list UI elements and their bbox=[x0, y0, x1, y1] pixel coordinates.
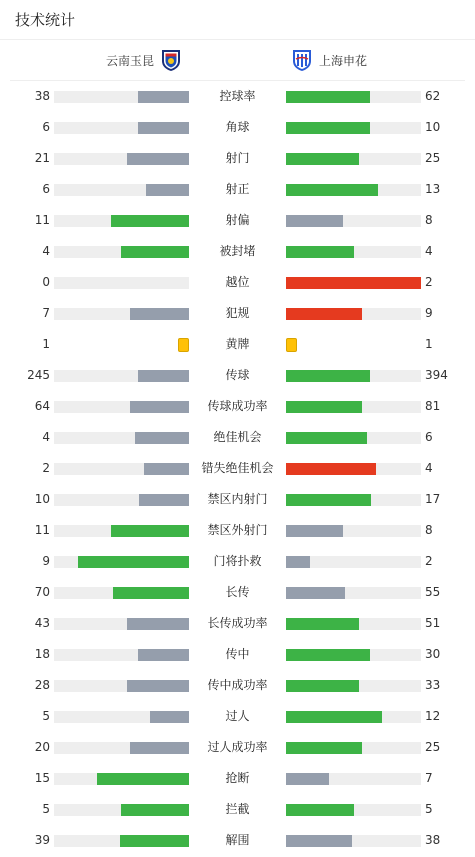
away-value: 6 bbox=[425, 430, 433, 444]
away-bar-fill bbox=[286, 153, 359, 165]
home-bar-track bbox=[54, 618, 189, 630]
home-value: 20 bbox=[34, 740, 50, 754]
away-value: 17 bbox=[425, 492, 441, 506]
away-bar-fill bbox=[286, 122, 370, 134]
away-bar-track bbox=[286, 804, 421, 816]
away-bar-fill bbox=[286, 215, 343, 227]
home-value: 64 bbox=[34, 399, 50, 413]
away-value: 8 bbox=[425, 523, 433, 537]
away-value: 55 bbox=[425, 585, 441, 599]
away-bar-track bbox=[286, 525, 421, 537]
home-value: 21 bbox=[34, 151, 50, 165]
home-bar-fill bbox=[138, 122, 189, 134]
away-team-name: 上海申花 bbox=[319, 53, 368, 68]
home-bar-track bbox=[54, 215, 189, 227]
stat-row bbox=[0, 360, 475, 391]
teams-header bbox=[10, 40, 465, 81]
away-bar-track bbox=[286, 401, 421, 413]
away-bar-fill bbox=[286, 773, 329, 785]
stat-label: 绝佳机会 bbox=[213, 430, 262, 444]
stat-label: 角球 bbox=[225, 120, 250, 134]
stat-label: 被封堵 bbox=[219, 244, 256, 258]
home-bar-fill bbox=[127, 680, 189, 692]
away-bar-track bbox=[286, 370, 421, 382]
home-bar-track bbox=[54, 432, 189, 444]
home-bar-track bbox=[54, 463, 189, 475]
home-value: 18 bbox=[34, 647, 50, 661]
away-bar-fill bbox=[286, 494, 371, 506]
home-bar-track bbox=[54, 246, 189, 258]
away-value: 62 bbox=[425, 89, 441, 103]
away-bar-fill bbox=[286, 91, 370, 103]
home-value: 2 bbox=[42, 461, 50, 475]
home-bar-fill bbox=[138, 649, 189, 661]
stat-row bbox=[0, 298, 475, 329]
stat-label: 控球率 bbox=[219, 89, 256, 103]
home-value: 28 bbox=[34, 678, 50, 692]
stat-row bbox=[0, 81, 475, 112]
stat-row bbox=[0, 484, 475, 515]
home-team[interactable] bbox=[106, 40, 182, 80]
stat-row bbox=[0, 794, 475, 825]
home-bar-track bbox=[54, 153, 189, 165]
away-bar-track bbox=[286, 122, 421, 134]
away-bar-fill bbox=[286, 432, 367, 444]
away-bar-fill bbox=[286, 649, 370, 661]
away-bar-fill bbox=[286, 711, 382, 723]
stat-row bbox=[0, 112, 475, 143]
home-value: 245 bbox=[27, 368, 50, 382]
home-value: 7 bbox=[42, 306, 50, 320]
away-bar-track bbox=[286, 773, 421, 785]
away-value: 13 bbox=[425, 182, 441, 196]
home-bar-fill bbox=[150, 711, 189, 723]
stat-row bbox=[0, 391, 475, 422]
away-bar-track bbox=[286, 308, 421, 320]
away-bar-fill bbox=[286, 835, 352, 847]
away-value: 2 bbox=[425, 275, 433, 289]
home-bar-track bbox=[54, 277, 189, 289]
away-value: 2 bbox=[425, 554, 433, 568]
away-bar-fill bbox=[286, 618, 359, 630]
home-bar-fill bbox=[113, 587, 189, 599]
stat-label: 禁区内射门 bbox=[207, 492, 268, 506]
stat-label: 射偏 bbox=[225, 213, 250, 227]
away-bar-fill bbox=[286, 556, 310, 568]
away-value: 25 bbox=[425, 740, 441, 754]
stat-row bbox=[0, 205, 475, 236]
away-bar-track bbox=[286, 246, 421, 258]
stat-row bbox=[0, 608, 475, 639]
home-value: 11 bbox=[34, 213, 50, 227]
home-bar-track bbox=[54, 401, 189, 413]
home-bar-track bbox=[54, 308, 189, 320]
home-bar-track bbox=[54, 91, 189, 103]
stat-label: 射正 bbox=[225, 182, 250, 196]
home-bar-fill bbox=[121, 246, 189, 258]
home-bar-fill bbox=[127, 153, 189, 165]
home-value: 6 bbox=[42, 120, 50, 134]
stat-label: 禁区外射门 bbox=[207, 523, 268, 537]
home-value: 4 bbox=[42, 244, 50, 258]
away-bar-track bbox=[286, 277, 421, 289]
stat-row bbox=[0, 639, 475, 670]
away-bar-track bbox=[286, 742, 421, 754]
home-bar-track bbox=[54, 587, 189, 599]
stat-label: 抢断 bbox=[225, 771, 250, 785]
home-bar-track bbox=[54, 494, 189, 506]
home-bar-track bbox=[54, 742, 189, 754]
page-header bbox=[0, 0, 475, 40]
stat-label: 犯规 bbox=[225, 306, 250, 320]
home-bar-track bbox=[54, 370, 189, 382]
home-value: 5 bbox=[42, 709, 50, 723]
home-bar-fill bbox=[120, 835, 189, 847]
home-bar-fill bbox=[130, 308, 189, 320]
away-value: 25 bbox=[425, 151, 441, 165]
home-bar-track bbox=[54, 649, 189, 661]
away-bar-fill bbox=[286, 742, 362, 754]
home-bar-track bbox=[54, 773, 189, 785]
stat-label: 长传 bbox=[225, 585, 250, 599]
stat-row bbox=[0, 732, 475, 763]
stat-label: 传中 bbox=[225, 647, 250, 661]
stat-row bbox=[0, 763, 475, 794]
away-value: 7 bbox=[425, 771, 433, 785]
stat-row bbox=[0, 515, 475, 546]
home-bar-fill bbox=[139, 494, 189, 506]
away-bar-track bbox=[286, 494, 421, 506]
away-bar-fill bbox=[286, 370, 370, 382]
home-value: 70 bbox=[34, 585, 50, 599]
home-value: 10 bbox=[34, 492, 50, 506]
away-value: 9 bbox=[425, 306, 433, 320]
stat-row bbox=[0, 143, 475, 174]
away-value: 1 bbox=[425, 337, 433, 351]
home-bar-fill bbox=[127, 618, 189, 630]
stat-row bbox=[0, 670, 475, 701]
home-value: 5 bbox=[42, 802, 50, 816]
away-value: 12 bbox=[425, 709, 441, 723]
stat-label: 射门 bbox=[225, 151, 250, 165]
stat-row bbox=[0, 236, 475, 267]
away-value: 4 bbox=[425, 244, 433, 258]
stat-row bbox=[0, 422, 475, 453]
away-bar-track bbox=[286, 91, 421, 103]
shanghai-shenhua-crest-icon bbox=[291, 48, 313, 72]
stat-row bbox=[0, 546, 475, 577]
home-value: 9 bbox=[42, 554, 50, 568]
stat-label: 传球 bbox=[225, 368, 250, 382]
away-bar-track bbox=[286, 587, 421, 599]
stat-label: 错失绝佳机会 bbox=[201, 461, 274, 475]
away-bar-track bbox=[286, 184, 421, 196]
home-value: 0 bbox=[42, 275, 50, 289]
away-bar-track bbox=[286, 339, 421, 351]
away-bar-track bbox=[286, 153, 421, 165]
away-bar-fill bbox=[286, 246, 354, 258]
away-bar-fill bbox=[286, 525, 343, 537]
home-bar-track bbox=[54, 804, 189, 816]
away-value: 394 bbox=[425, 368, 448, 382]
home-value: 1 bbox=[42, 337, 50, 351]
stat-row bbox=[0, 329, 475, 360]
stat-row bbox=[0, 577, 475, 608]
home-bar-track bbox=[54, 184, 189, 196]
away-value: 5 bbox=[425, 802, 433, 816]
home-bar-fill bbox=[135, 432, 189, 444]
away-bar-track bbox=[286, 618, 421, 630]
away-bar-track bbox=[286, 463, 421, 475]
home-value: 15 bbox=[34, 771, 50, 785]
away-bar-fill bbox=[286, 308, 362, 320]
away-bar-track bbox=[286, 215, 421, 227]
stat-label: 拦截 bbox=[225, 802, 250, 816]
home-bar-fill bbox=[111, 215, 189, 227]
away-bar-fill bbox=[286, 184, 378, 196]
home-bar-fill bbox=[111, 525, 189, 537]
yellow-card-icon bbox=[286, 338, 297, 352]
home-bar-track bbox=[54, 122, 189, 134]
stat-row bbox=[0, 174, 475, 205]
home-bar-track bbox=[54, 680, 189, 692]
home-bar-track bbox=[54, 556, 189, 568]
away-bar-fill bbox=[286, 587, 345, 599]
away-bar-track bbox=[286, 649, 421, 661]
away-bar-fill bbox=[286, 401, 362, 413]
home-bar-track bbox=[54, 835, 189, 847]
away-bar-fill bbox=[286, 804, 354, 816]
home-value: 43 bbox=[34, 616, 50, 630]
away-bar-fill bbox=[286, 463, 376, 475]
away-bar-fill bbox=[286, 277, 421, 289]
home-value: 6 bbox=[42, 182, 50, 196]
stat-row bbox=[0, 267, 475, 298]
home-team-name: 云南玉昆 bbox=[105, 53, 154, 68]
stat-row bbox=[0, 701, 475, 732]
home-bar-fill bbox=[121, 804, 189, 816]
away-value: 33 bbox=[425, 678, 441, 692]
stat-label: 越位 bbox=[225, 275, 250, 289]
stats-list bbox=[0, 81, 475, 856]
home-bar-fill bbox=[78, 556, 189, 568]
yunnan-yukun-crest-icon bbox=[160, 48, 182, 72]
away-team[interactable] bbox=[291, 40, 367, 80]
away-value: 51 bbox=[425, 616, 441, 630]
away-bar-track bbox=[286, 556, 421, 568]
home-bar-track bbox=[54, 525, 189, 537]
home-value: 38 bbox=[34, 89, 50, 103]
home-value: 11 bbox=[34, 523, 50, 537]
away-value: 30 bbox=[425, 647, 441, 661]
away-value: 8 bbox=[425, 213, 433, 227]
stat-label: 门将扑救 bbox=[213, 554, 262, 568]
home-bar-fill bbox=[130, 742, 189, 754]
stat-label: 解围 bbox=[225, 833, 250, 847]
away-value: 10 bbox=[425, 120, 441, 134]
stat-label: 黄牌 bbox=[225, 337, 250, 351]
away-value: 4 bbox=[425, 461, 433, 475]
away-bar-fill bbox=[286, 680, 359, 692]
away-bar-track bbox=[286, 432, 421, 444]
yellow-card-icon bbox=[178, 338, 189, 352]
home-bar-fill bbox=[138, 91, 189, 103]
home-bar-fill bbox=[146, 184, 189, 196]
stat-row bbox=[0, 825, 475, 856]
away-bar-track bbox=[286, 835, 421, 847]
stat-label: 过人 bbox=[225, 709, 250, 723]
stat-label: 传中成功率 bbox=[207, 678, 268, 692]
stat-row bbox=[0, 453, 475, 484]
away-bar-track bbox=[286, 680, 421, 692]
home-bar-track bbox=[54, 339, 189, 351]
home-bar-fill bbox=[138, 370, 189, 382]
home-value: 4 bbox=[42, 430, 50, 444]
home-bar-fill bbox=[97, 773, 189, 785]
away-value: 38 bbox=[425, 833, 441, 847]
home-bar-track bbox=[54, 711, 189, 723]
stat-label: 过人成功率 bbox=[207, 740, 268, 754]
stat-label: 长传成功率 bbox=[207, 616, 268, 630]
home-value: 39 bbox=[34, 833, 50, 847]
away-bar-track bbox=[286, 711, 421, 723]
home-bar-fill bbox=[144, 463, 189, 475]
page-title: 技术统计 bbox=[15, 11, 76, 29]
stat-label: 传球成功率 bbox=[207, 399, 268, 413]
home-bar-fill bbox=[130, 401, 189, 413]
away-value: 81 bbox=[425, 399, 441, 413]
